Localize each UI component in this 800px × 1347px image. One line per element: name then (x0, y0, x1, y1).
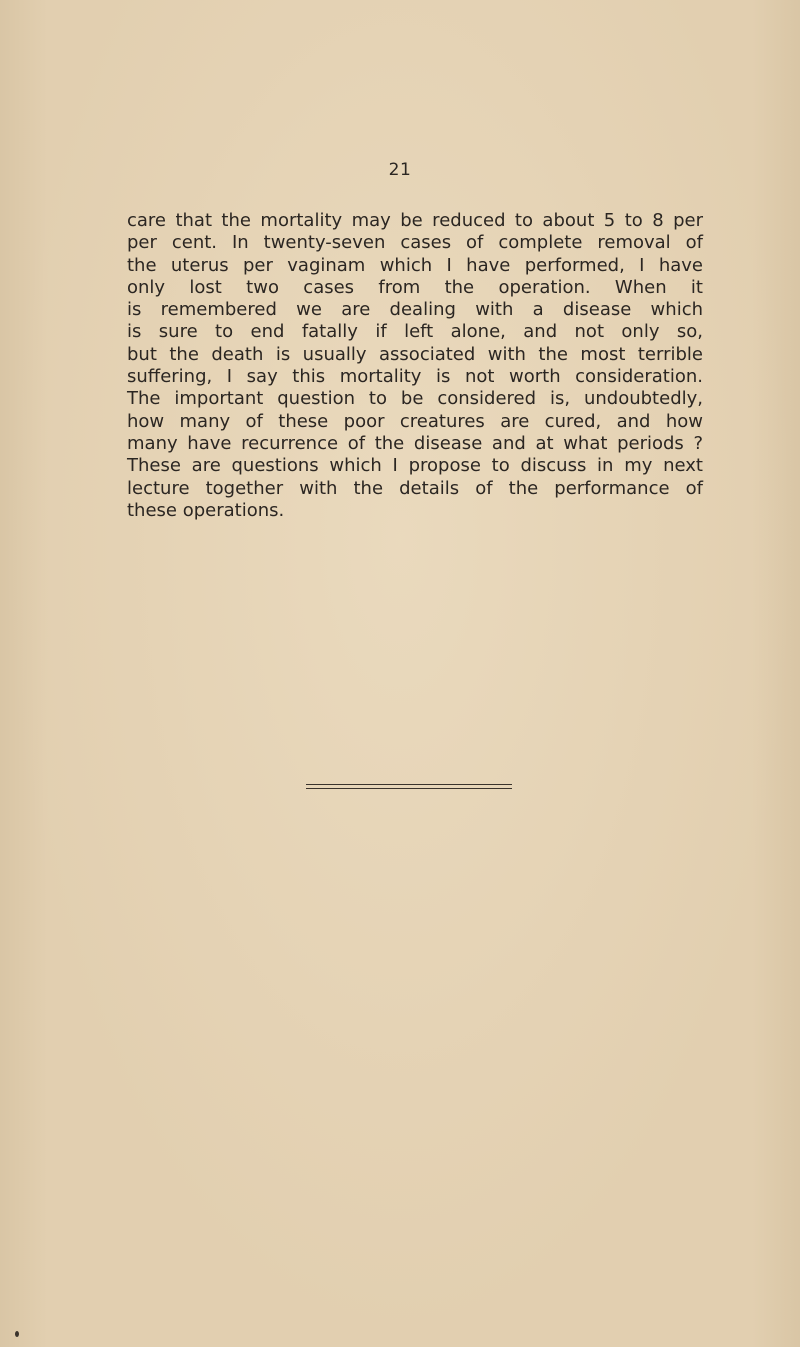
body-text (127, 210, 703, 522)
text-line: but the death is usually associated with the most terrible (127, 343, 703, 365)
text-line: many have recurrence of the disease and at what periods ? (127, 432, 703, 454)
text-line: is remembered we are dealing with a disease which (127, 299, 703, 321)
text-line: the uterus per vaginam which I have performed, I have (127, 254, 703, 276)
text-line: lecture together with the details of the performance of (127, 477, 703, 499)
text-line: care that the mortality may be reduced to about 5 to 8 per (127, 210, 703, 231)
text-line: these operations. (127, 499, 285, 521)
page-number: 21 (388, 160, 412, 180)
text-line: These are questions which I propose to discuss in my next (127, 455, 703, 477)
text-line: how many of these poor creatures are cured, and how (127, 410, 703, 432)
text-line: is sure to end fatally if left alone, and not only so, (127, 321, 703, 343)
ink-speck (15, 1331, 19, 1337)
section-divider-rule (306, 788, 512, 789)
text-line: per cent. In twenty-seven cases of complete removal of (127, 232, 703, 254)
text-line: The important question to be considered is, undoubtedly, (127, 388, 703, 410)
text-line: suffering, I say this mortality is not worth consideration. (127, 366, 703, 388)
text-line: only lost two cases from the operation. When it (127, 276, 703, 298)
section-divider-rule (306, 784, 512, 785)
